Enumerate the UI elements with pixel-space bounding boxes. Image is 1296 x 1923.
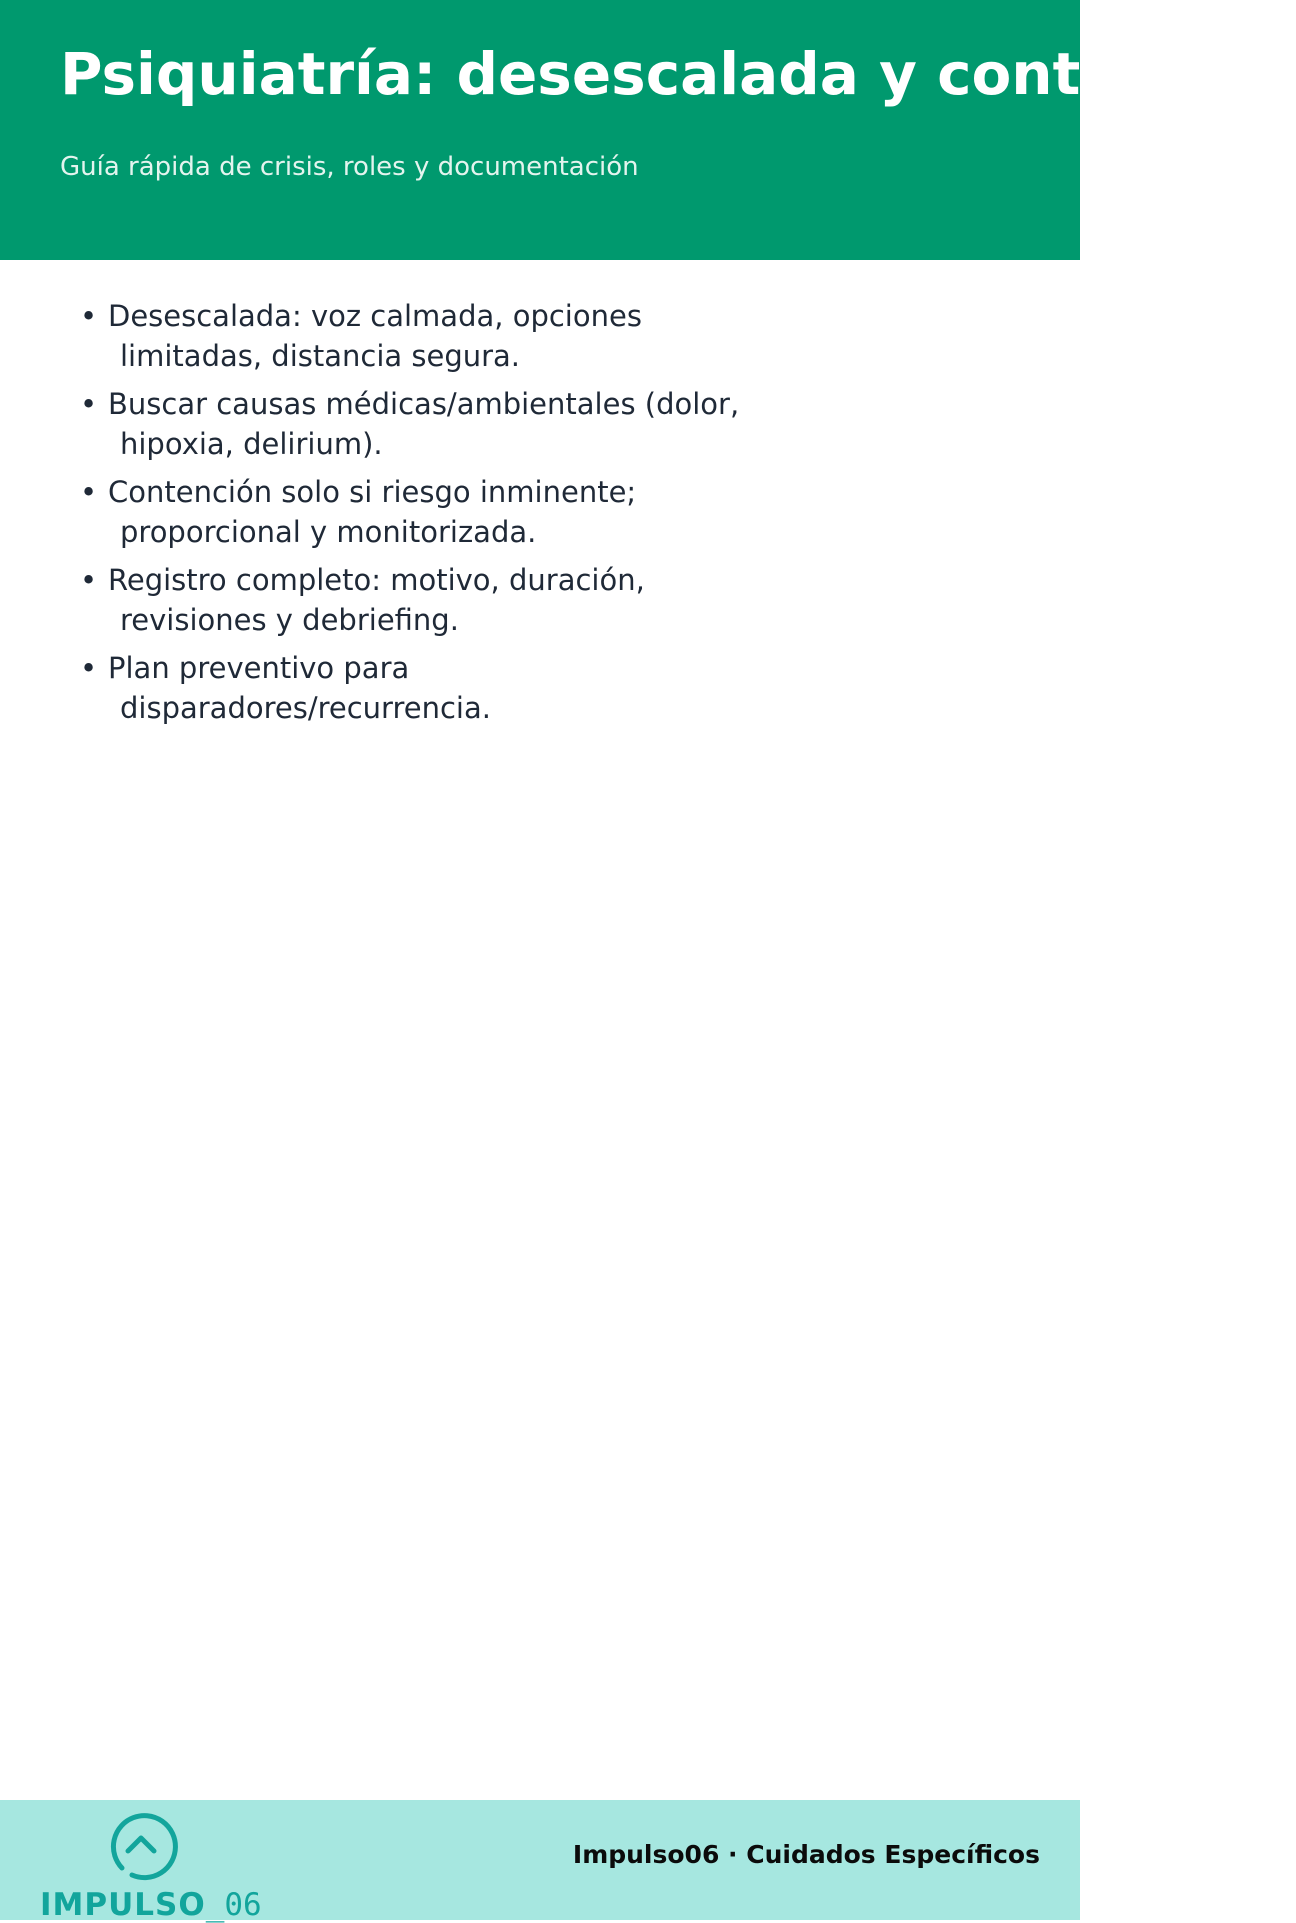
bullet-item-deescalation: [78, 296, 798, 376]
footer-brand-text: Impulso06 · Cuidados Específicos: [572, 1840, 1040, 1869]
bullet-text-line: Desescalada: voz calmada, opciones: [108, 299, 642, 333]
bullet-dot: •: [80, 475, 98, 509]
bullet-dot: •: [80, 387, 98, 421]
bullet-item-prevention-plan: [78, 648, 798, 728]
bullet-text-line: limitadas, distancia segura.: [120, 339, 521, 373]
bullet-dot: •: [80, 563, 98, 597]
bullet-item-documentation: [78, 560, 798, 640]
header-banner: [0, 0, 1296, 260]
bullet-item-restraint: [78, 472, 798, 552]
impulso-logo: [38, 1810, 262, 1923]
page-title: Psiquiatría: desescalada y contención: [60, 40, 1296, 108]
bullet-list: [78, 296, 798, 736]
bullet-text-line: proporcional y monitorizada.: [120, 515, 537, 549]
page-subtitle: Guía rápida de crisis, roles y documentación: [60, 152, 639, 182]
bullet-text-line: revisiones y debriefing.: [120, 603, 459, 637]
logo-word-strong: IMPULSO: [40, 1887, 206, 1923]
bullet-text-line: Registro completo: motivo, duración,: [108, 563, 645, 597]
bullet-item-medical-causes: [78, 384, 798, 464]
logo-word-light: _06: [205, 1887, 262, 1923]
logo-wordmark: [40, 1888, 262, 1922]
bullet-text-line: disparadores/recurrencia.: [120, 691, 491, 725]
bullet-text-line: Buscar causas médicas/ambientales (dolor,: [108, 387, 740, 421]
bullet-dot: •: [80, 651, 98, 685]
chevron-up-circle-icon: [106, 1810, 176, 1880]
bullet-text-line: Plan preventivo para: [108, 651, 410, 685]
footer-bar: [0, 1800, 1080, 1923]
bullet-text-line: Contención solo si riesgo inminente;: [108, 475, 637, 509]
bullet-dot: •: [80, 299, 98, 333]
bullet-text-line: hipoxia, delirium).: [120, 427, 383, 461]
